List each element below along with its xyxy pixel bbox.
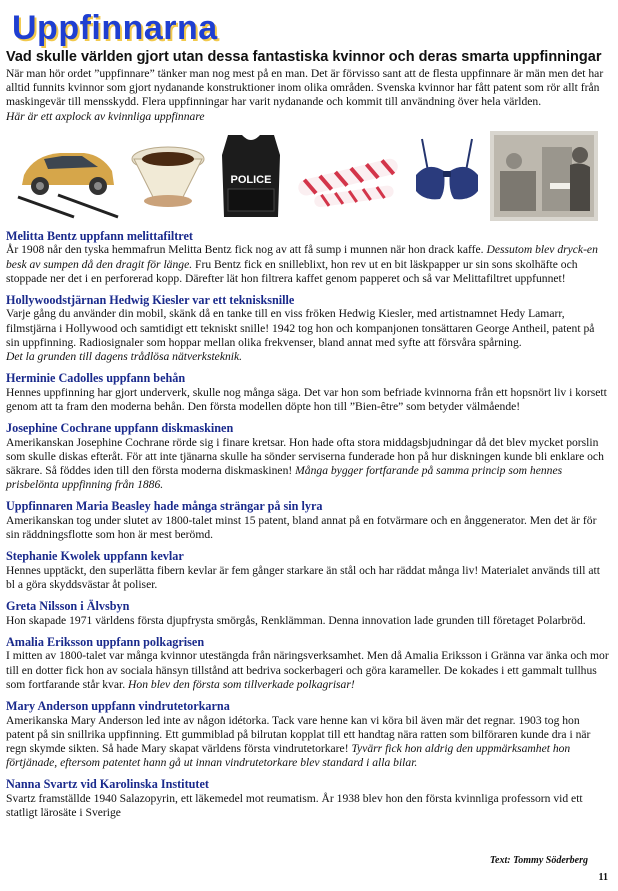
- article-title: Uppfinnaren Maria Beasley hade många strängar på sin lyra: [6, 499, 323, 514]
- historic-photo-image: [490, 131, 598, 221]
- article-title: Hollywoodstjärnan Hedwig Kiesler var ett teknisksnille: [6, 292, 295, 307]
- article-title: Amalia Eriksson uppfann polkagrisen: [6, 634, 205, 649]
- article-mary-anderson: [6, 699, 609, 770]
- article-title: Herminie Cadolles uppfann behån: [6, 371, 186, 386]
- page-number: 11: [598, 872, 608, 883]
- article-body: Amerikanskan tog under slutet av 1800-talet minst 15 patent, bland annat på en fotvärmare och en ånggenerator. Men det är för sin räddningsflotte som hon är mest berömd.: [6, 513, 597, 542]
- article-title: Greta Nilsson i Älvsbyn: [6, 599, 130, 614]
- article-josephine-cochrane: [6, 421, 609, 492]
- police-label: POLICE: [230, 173, 272, 186]
- article-greta-nilsson: [6, 599, 609, 628]
- article-body: År 1908 når den tyska hemmafrun Melitta Bentz fick nog av att få sump i munnen när hon drack kaffe. Dessutom blev dryck-en besk av sumpen då den dragit för länge. Fru Bentz fick en snilleblixt, hon rev ut en bit läskpapper ur sin sons skolhäfte och stoppade ner det i en perforerad kopp. Därefter lät hon filtrera kaffet genom papperet och så var Melittafiltret uppfunnet!: [6, 243, 598, 285]
- article-body: Hennes uppfinning har gjort underverk, skulle nog många säga. Det var hon som befriade kvinnorna från ett hopsnört liv i korsett genom att ta fram den moderna behån. Den första modellen döpte hon till ”Bien-être” som betyder välmående!: [6, 385, 607, 413]
- article-melitta-bentz: [6, 229, 609, 286]
- article-nanna-svartz: [6, 777, 609, 820]
- article-body: Amerikanska Mary Anderson led inte av någon idétorka. Tack vare henne kan vi köra bil även mär det regnar. 1903 tog hon patent på sin snillrika uppfinning. Ett gummiblad på bilrutan kopplat till ett handtag nära ratten som bilföraren kunde dra i när regn skymde sikten. Så hade Mary skapat världens första vindrutetorkare! Tyvärr fick hon aldrig den uppmärksamhet hon förtjänade, eftersom patentet hann gå ut innan vindrutetorkare blev standard i alla bilar.: [6, 713, 591, 770]
- article-stephanie-kwolek: [6, 549, 609, 592]
- car-wiper-image: [14, 131, 122, 221]
- author-credit: Text: Tommy Söderberg: [489, 855, 588, 866]
- magazine-page: [6, 0, 609, 820]
- candy-stick-image: [294, 131, 404, 221]
- article-herminie-cadolles: [6, 371, 609, 414]
- article-title: Melitta Bentz uppfann melittafiltret: [6, 228, 193, 243]
- article-body: Hennes upptäckt, den superlätta fibern kevlar är fem gånger starkare än stål och har räddat många liv! Materialet används till att bl a göra skyddsvästar åt poliser.: [6, 563, 600, 592]
- article-body: Hon skapade 1971 världens första djupfrysta smörgås, Renklämman. Denna innovation lade grunden till företaget Polarbröd.: [6, 613, 586, 627]
- masthead-title: Uppfinnarna: [12, 9, 218, 47]
- headline: Vad skulle världen gjort utan dessa fantastiska kvinnor och deras smarta uppfinningar: [6, 49, 602, 65]
- article-title: Mary Anderson uppfann vindrutetorkarna: [6, 699, 230, 714]
- article-body: Svartz framställde 1940 Salazopyrin, ett läkemedel mot reumatism. År 1938 blev hon den första kvinnliga professorn vid ett statligt lärosäte i Sverige: [6, 791, 583, 820]
- article-title: Stephanie Kwolek uppfann kevlar: [6, 549, 184, 564]
- bra-image: [410, 131, 484, 221]
- article-hedwig-kiesler: [6, 293, 609, 364]
- intro-paragraph: När man hör ordet ”uppfinnare” tänker man nog mest på en man. Det är förvisso sant att de flesta uppfinnare är män men det har alltid funnits kvinnor som gjort nydanande konstruktioner inom olika områden. Svenska kvinnor har fått patent som rör allt från maskingevär till mensskydd. Flera uppfinningar har varit nydanande och kommit till användning över hela världen.: [6, 67, 604, 109]
- article-body: Varje gång du använder din mobil, skänk då en tanke till en viss fröken Hedwig Kiesler, med artistnamnet Hedy Lamarr, filmstjärna i Hollywood och samtidigt ett tekniskt snille! 1942 tog hon och kompanjonen tonsättaren George Antheil, patent på sin uppfinning. Radiosignaler som hoppar mellan olika frekvenser, bland annat med syfte att försvåra spårning. Det la grunden till dagens trådlösa nätverksteknik.: [6, 307, 595, 364]
- intro-italic: Här är ett axplock av kvinnliga uppfinnare: [6, 109, 205, 123]
- article-list: [6, 229, 609, 820]
- article-body: Amerikanskan Josephine Cochrane rörde sig i finare kretsar. Hon hade ofta stora middagsbjudningar då det blev mycket porslin som skulle diskas efteråt. För att inte tjänarna skulle ha sönder serviserna funderade hon på hur diskningen kunde bli enklare och säkrare. Så föddes iden till den första moderna diskmaskinen! Många bygger fortfarande på samma princip som hennes prisbelönta uppfinning från 1886.: [6, 435, 604, 492]
- article-maria-beasley: [6, 499, 609, 542]
- image-strip: [14, 130, 609, 222]
- coffee-filter-image: [128, 131, 208, 221]
- article-amalia-eriksson: [6, 635, 609, 692]
- article-body: I mitten av 1800-talet var många kvinnor utestängda från näringsverksamhet. Men då Amalia Eriksson i Gränna var änka och mor till en dotter fick hon av sociala hänsyn tillstånd att bedriva sockerbageri och göra karameller. De kokades i ett gammalt tullhus som fortfarande står kvar. Hon blev den första som tillverkade polkagrisar!: [6, 649, 609, 691]
- police-vest-image: [214, 131, 288, 221]
- article-title: Nanna Svartz vid Karolinska Institutet: [6, 777, 209, 792]
- article-title: Josephine Cochrane uppfann diskmaskinen: [6, 421, 234, 436]
